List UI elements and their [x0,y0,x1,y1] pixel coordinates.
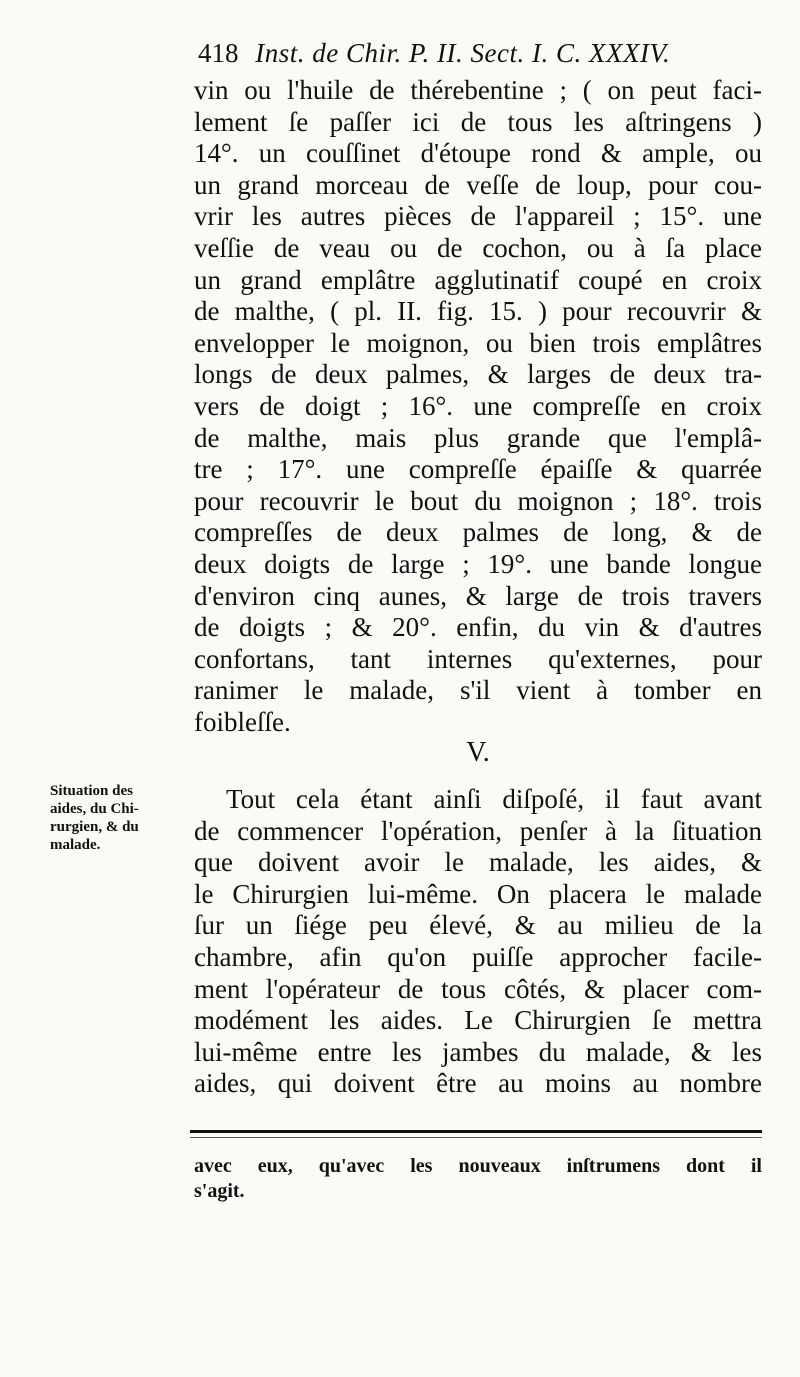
text-line: modément les aides. Le Chirurgien ſe mettra [194,1005,762,1036]
margin-note-line: rurgien, & du [50,819,139,835]
text-line: ranimer le malade, s'il vient à tomber en [194,675,762,706]
text-line: vin ou l'huile de thérebentine ; ( on peut faci- [194,75,762,105]
footnote-rule-thin [190,1137,762,1138]
main-paragraph [194,75,762,738]
footnote [194,1154,762,1204]
text-line: de doigts ; & 20°. enfin, du vin & d'autres [194,612,762,643]
section-heading: V. [466,737,490,768]
text-line: confortans, tant internes qu'externes, pour [194,643,762,674]
text-line: chambre, afin qu'on puiſſe approcher facile- [194,941,762,972]
footnote-rule [190,1130,762,1133]
text-line: longs de deux palmes, & larges de deux tra- [194,359,762,390]
text-line: 14°. un couſſinet d'étoupe rond & ample, ou [194,138,762,169]
text-line: tre ; 17°. une compreſſe épaiſſe & quarrée [194,454,762,485]
text-line: un grand emplâtre agglutinatif coupé en croix [194,264,762,295]
text-line: vers de doigt ; 16°. une compreſſe en croix [194,390,762,421]
margin-note [50,782,190,854]
text-line: lement ſe paſſer ici de tous les aſtringens ) [194,106,762,137]
text-line: de malthe, ( pl. II. fig. 15. ) pour recouvrir & [194,296,762,327]
footnote-line: avec eux, qu'avec les nouveaux inſtrumens dont il [194,1155,762,1177]
margin-note-line: Situation des [50,783,133,799]
page-number: 418 [198,38,239,68]
text-line: envelopper le moignon, ou bien trois emplâtres [194,327,762,358]
text-line: deux doigts de large ; 19°. une bande longue [194,548,762,579]
text-line: ment l'opérateur de tous côtés, & placer com- [194,973,762,1004]
margin-note-line: malade. [50,837,101,853]
text-line: de commencer l'opération, penſer à la ſituation [194,815,762,846]
text-line: un grand morceau de veſſe de loup, pour cou- [194,169,762,200]
text-line: veſſie de veau ou de cochon, ou à ſa place [194,232,762,263]
text-line: compreſſes de deux palmes de long, & de [194,517,762,548]
page-header [198,38,768,72]
text-line: lui-même entre les jambes du malade, & les [194,1036,762,1067]
text-line: le Chirurgien lui-même. On placera le malade [194,878,762,909]
text-line: pour recouvrir le bout du moignon ; 18°. trois [194,485,762,516]
text-line: ſur un ſiége peu élevé, & au milieu de la [194,910,762,941]
section-paragraph [194,784,762,1100]
running-title: Inst. de Chir. P. II. Sect. I. C. XXXIV. [255,38,671,68]
text-line: que doivent avoir le malade, les aides, & [194,847,762,878]
margin-note-line: aides, du Chi- [50,801,139,817]
text-line: Tout cela étant ainſi diſpoſé, il faut avant [226,784,762,814]
text-line: de malthe, mais plus grande que l'emplâ- [194,422,762,453]
text-line: aides, qui doivent être au moins au nombre [194,1068,762,1099]
text-line: foibleſſe. [194,706,291,737]
footnote-line: s'agit. [194,1180,245,1202]
text-line: d'environ cinq aunes, & large de trois travers [194,580,762,611]
text-line: vrir les autres pièces de l'appareil ; 15°. une [194,201,762,232]
